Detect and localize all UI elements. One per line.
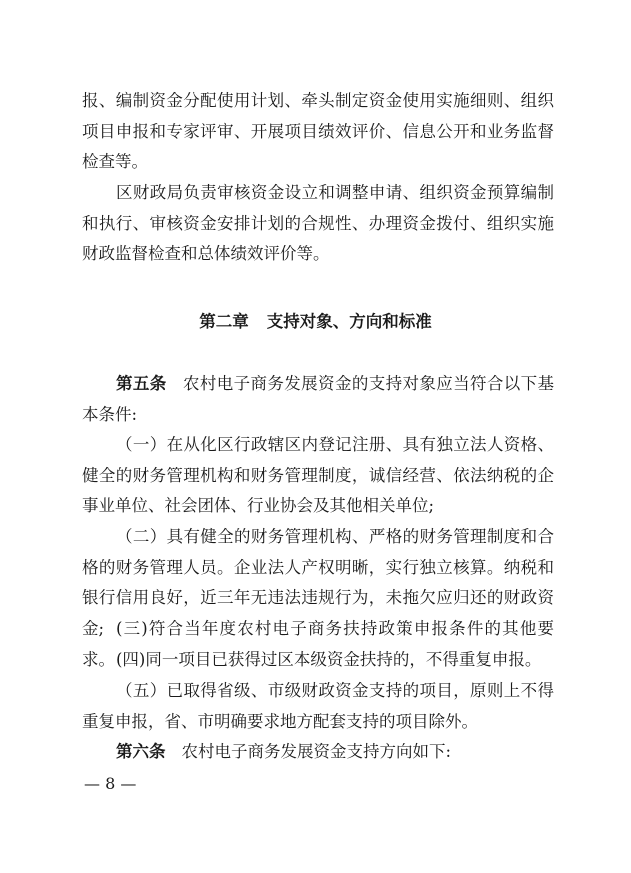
article-6-text: 农村电子商务发展资金支持方向如下: bbox=[181, 742, 452, 761]
article-5-item-3: (三)符合当年度农村电子商务扶持政策申报条件的其他要求。 bbox=[82, 619, 554, 669]
paragraph-continuation: 报、编制资金分配使用计划、牵头制定资金使用实施细则、组织项目申报和专家评审、开展项目绩效评价、信息公开和业务监督检查等。 bbox=[82, 91, 554, 171]
article-6-label: 第六条 bbox=[116, 742, 166, 761]
article-5 bbox=[82, 369, 554, 430]
chapter-number: 第二章 bbox=[199, 312, 249, 331]
paragraph-finance-bureau: 区财政局负责审核资金设立和调整申请、组织资金预算编制和执行、审核资金安排计划的合规性、办理资金拨付、组织实施财政监督检查和总体绩效评价等。 bbox=[82, 183, 554, 263]
article-5-item-2: （二）具有健全的财务管理机构、严格的财务管理制度和合格的财务管理人员。企业法人产权明晰，实行独立核算。纳税和银行信用良好，近三年无违法违规行为，未拖欠应归还的财政资金; bbox=[82, 527, 554, 638]
article-5-item-4: (四)同一项目已获得过区本级资金扶持的，不得重复申报。 bbox=[116, 650, 542, 669]
page-number: — 8 — bbox=[84, 774, 137, 793]
article-6 bbox=[82, 737, 554, 768]
chapter-heading bbox=[0, 307, 631, 337]
article-5-item-5: （五）已取得省级、市级财政资金支持的项目，原则上不得重复申报，省、市明确要求地方配套支持的项目除外。 bbox=[82, 681, 554, 731]
article-5-text: 农村电子商务发展资金的支持对象应当符合以下基本条件: bbox=[82, 374, 555, 424]
article-5-label: 第五条 bbox=[116, 374, 167, 393]
article-5-item-1: （一）在从化区行政辖区内登记注册、具有独立法人资格、健全的财务管理机构和财务管理制度，诚信经营、依法纳税的企事业单位、社会团体、行业协会及其他相关单位; bbox=[82, 435, 554, 515]
chapter-title: 支持对象、方向和标准 bbox=[266, 312, 432, 331]
